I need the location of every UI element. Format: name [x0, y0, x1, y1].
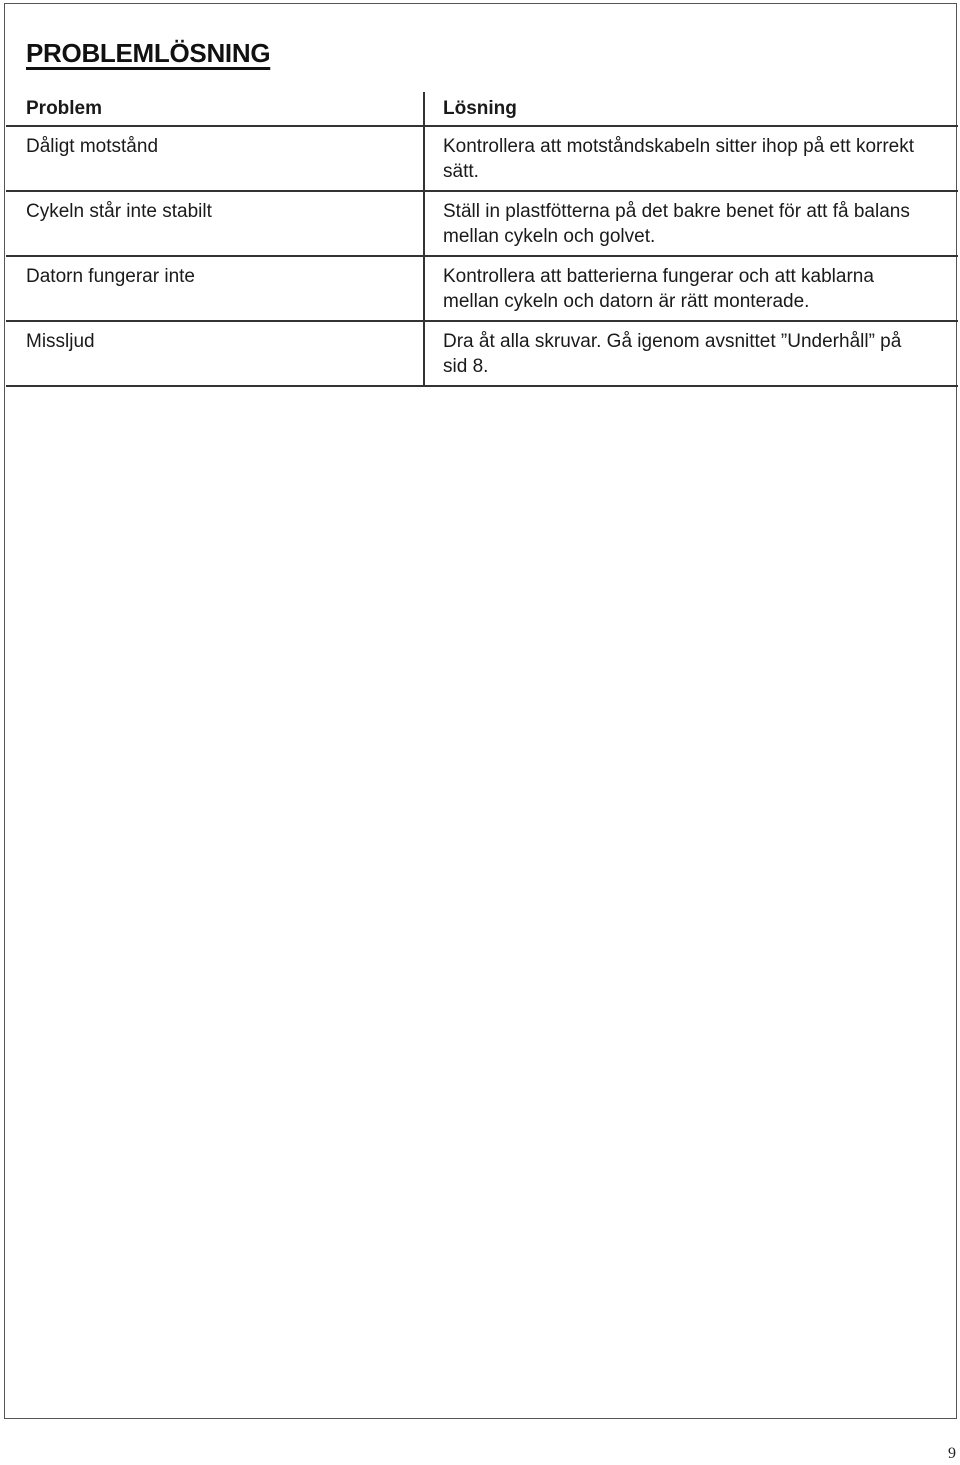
table-row [6, 127, 958, 192]
solution-cell: Ställ in plastfötterna på det bakre benet för att få balans mellan cykeln och golvet. [443, 201, 910, 247]
page-number: 9 [948, 1445, 956, 1462]
solution-cell: Dra åt alla skruvar. Gå igenom avsnittet ”Underhåll” på sid 8. [443, 331, 902, 377]
table-row [6, 257, 958, 322]
header-problem: Problem [6, 92, 425, 125]
problem-cell: Cykeln står inte stabilt [6, 192, 425, 255]
solution-cell: Kontrollera att motståndskabeln sitter ihop på ett korrekt sätt. [443, 136, 915, 182]
table-row [6, 192, 958, 257]
table-header-row [6, 92, 958, 127]
table-row [6, 322, 958, 387]
solution-cell: Kontrollera att batterierna fungerar och att kablarna mellan cykeln och datorn är rätt monterade. [443, 266, 874, 312]
problem-cell: Datorn fungerar inte [6, 257, 425, 320]
page-title: PROBLEMLÖSNING [26, 38, 271, 68]
header-solution: Lösning [443, 98, 517, 119]
problem-cell: Missljud [6, 322, 425, 385]
problem-cell: Dåligt motstånd [6, 127, 425, 190]
troubleshooting-table [6, 92, 958, 387]
